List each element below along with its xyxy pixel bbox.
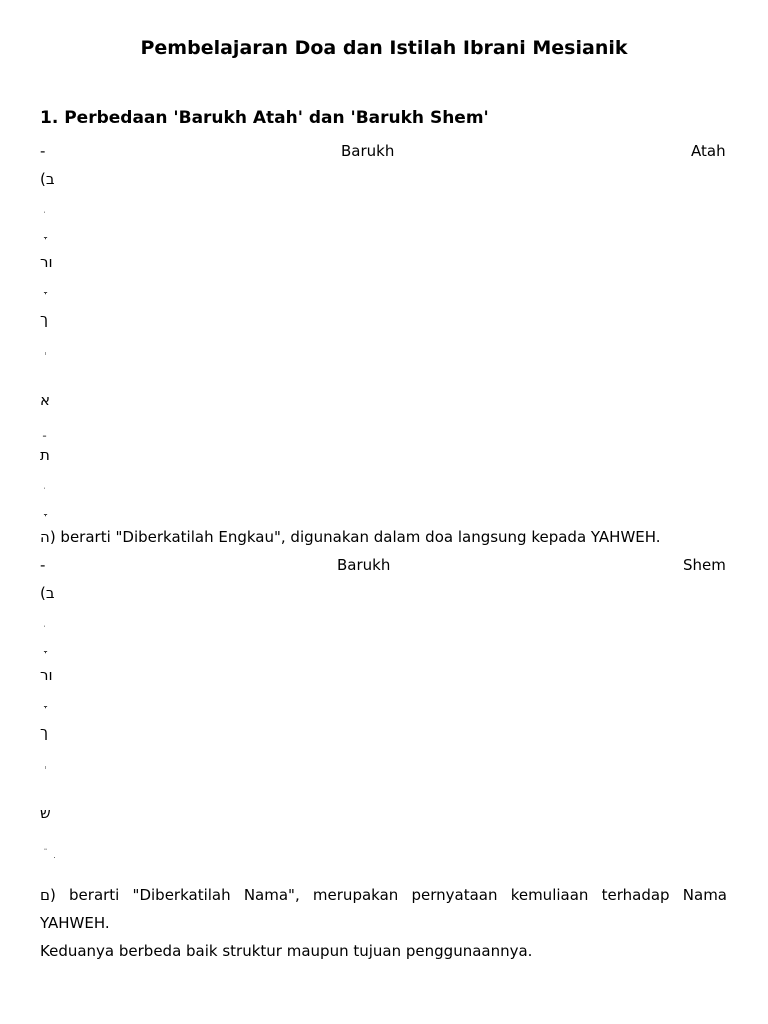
hebrew-fragment: א: [40, 391, 51, 409]
list-dash: -: [40, 142, 46, 160]
paragraph-text: ה) berarti "Diberkatilah Engkau", digunakan dalam doa langsung kepada YAHWEH.: [40, 528, 661, 546]
word-barukh: Barukh: [341, 142, 395, 160]
list-dash: -: [40, 556, 46, 574]
page-title: Pembelajaran Doa dan Istilah Ibrani Mesianik: [140, 37, 628, 59]
hebrew-fragment: (ב: [40, 584, 55, 602]
hebrew-fragment: (ב: [40, 170, 55, 188]
paragraph-text: YAHWEH.: [40, 914, 110, 932]
hebrew-fragment: ור: [40, 253, 53, 271]
word-barukh: Barukh: [337, 556, 391, 574]
hebrew-fragment: ך: [40, 310, 49, 328]
hebrew-fragment: ש: [40, 804, 51, 822]
word-shem: Shem: [683, 556, 726, 574]
hebrew-fragment: ור: [40, 666, 53, 684]
hebrew-fragment: ך: [40, 723, 49, 741]
paragraph-text: ם) berarti "Diberkatilah Nama", merupakan pernyataan kemuliaan terhadap Nama: [40, 886, 727, 904]
section-heading: 1. Perbedaan 'Barukh Atah' dan 'Barukh Shem': [40, 108, 489, 128]
word-atah: Atah: [691, 142, 726, 160]
hebrew-fragment: ת: [40, 446, 50, 464]
closing-text: Keduanya berbeda baik struktur maupun tujuan penggunaannya.: [40, 942, 533, 960]
